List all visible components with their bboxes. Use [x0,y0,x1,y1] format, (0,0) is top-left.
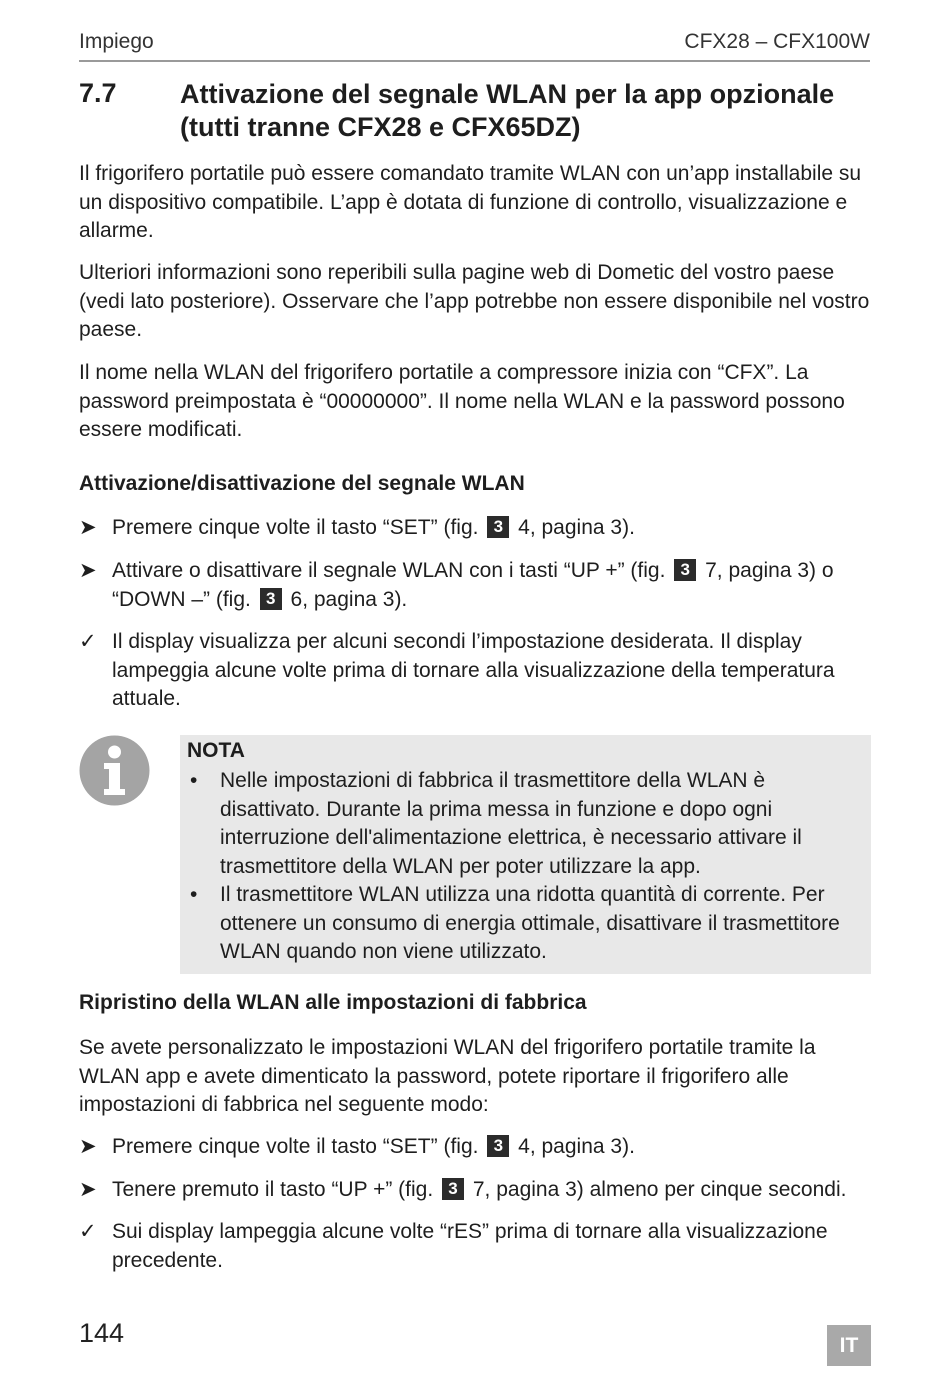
arrow-marker: ➤ [79,559,97,582]
figure-ref-badge: 3 [487,516,509,538]
bullet: • [190,883,198,906]
header-models: CFX28 – CFX100W [684,30,870,53]
arrow-marker: ➤ [79,516,97,539]
step-press-set: ➤ Premere cinque volte il tasto “SET” (fig. 3 4, pagina 3). [79,514,870,543]
figure-ref-badge: 3 [487,1135,509,1157]
arrow-marker: ➤ [79,1135,97,1158]
header-chapter: Impiego [79,30,154,53]
section-number: 7.7 [79,78,117,108]
subsection-heading-toggle: Attivazione/disattivazione del segnale WLAN [79,472,525,495]
intro-paragraph-1: Il frigorifero portatile può essere comandato tramite WLAN con un’app installabile su un dispositivo compatibile. L’app è dotata di funzione di controllo, visualizzazione e allarme. [79,162,862,242]
arrow-marker: ➤ [79,1178,97,1201]
language-badge: IT [827,1325,871,1366]
figure-ref-badge: 3 [674,559,696,581]
page-header [79,28,870,62]
info-icon [79,735,150,806]
bullet: • [190,769,198,792]
note-list [187,767,857,967]
step-hold-up: ➤ Tenere premuto il tasto “UP +” (fig. 3 7, pagina 3) almeno per cinque secondi. [79,1176,870,1205]
step-reset-press-set: ➤ Premere cinque volte il tasto “SET” (fig. 3 4, pagina 3). [79,1133,870,1162]
subsection-heading-reset: Ripristino della WLAN alle impostazioni di fabbrica [79,991,587,1014]
note-box [180,735,871,974]
note-item: • Nelle impostazioni di fabbrica il trasmettitore della WLAN è disattivato. Durante la prima messa in funzione e dopo ogni interruzione dell'alimentazione elettrica, è necessario attivare il trasmettitore della WLAN per poter utilizzare la app. [190,769,802,878]
figure-ref-badge: 3 [260,588,282,610]
intro-paragraph-2: Ulteriori informazioni sono reperibili sulla pagine web di Dometic del vostro paese (vedi lato posteriore). Osservare che l’app potrebbe non essere disponibile nel vostro paese. [79,261,870,341]
page-number: 144 [79,1318,125,1348]
section-title: Attivazione del segnale WLAN per la app opzionale (tutti tranne CFX28 e CFX65DZ) [180,79,835,142]
note-title: NOTA [187,739,245,762]
intro-paragraph-3: Il nome nella WLAN del frigorifero portatile a compressore inizia con “CFX”. La password preimpostata è “00000000”. Il nome nella WLAN e la password possono essere modificati. [79,361,845,441]
check-marker: ✓ [79,1220,97,1243]
step-up-down: ➤ Attivare o disattivare il segnale WLAN con i tasti “UP +” (fig. 3 7, pagina 3) o “DOWN –” (fig. 3 6, pagina 3). [79,559,834,611]
reset-intro-paragraph: Se avete personalizzato le impostazioni WLAN del frigorifero portatile tramite la WLAN app e avete dimenticato la password, potete riportare il frigorifero alle impostazioni di fabbrica nel seguente modo: [79,1036,816,1116]
result-res-blink: ✓ Sui display lampeggia alcune volte “rES” prima di tornare alla visualizzazione precedente. [79,1220,828,1272]
note-item: • Il trasmettitore WLAN utilizza una ridotta quantità di corrente. Per ottenere un consumo di energia ottimale, disattivare il trasmettitore WLAN quando non viene utilizzato. [190,883,840,963]
figure-ref-badge: 3 [442,1178,464,1200]
check-marker: ✓ [79,630,97,653]
result-display: ✓ Il display visualizza per alcuni secondi l’impostazione desiderata. Il display lampeggia alcune volte prima di tornare alla visualizzazione della temperatura attuale. [79,630,835,710]
